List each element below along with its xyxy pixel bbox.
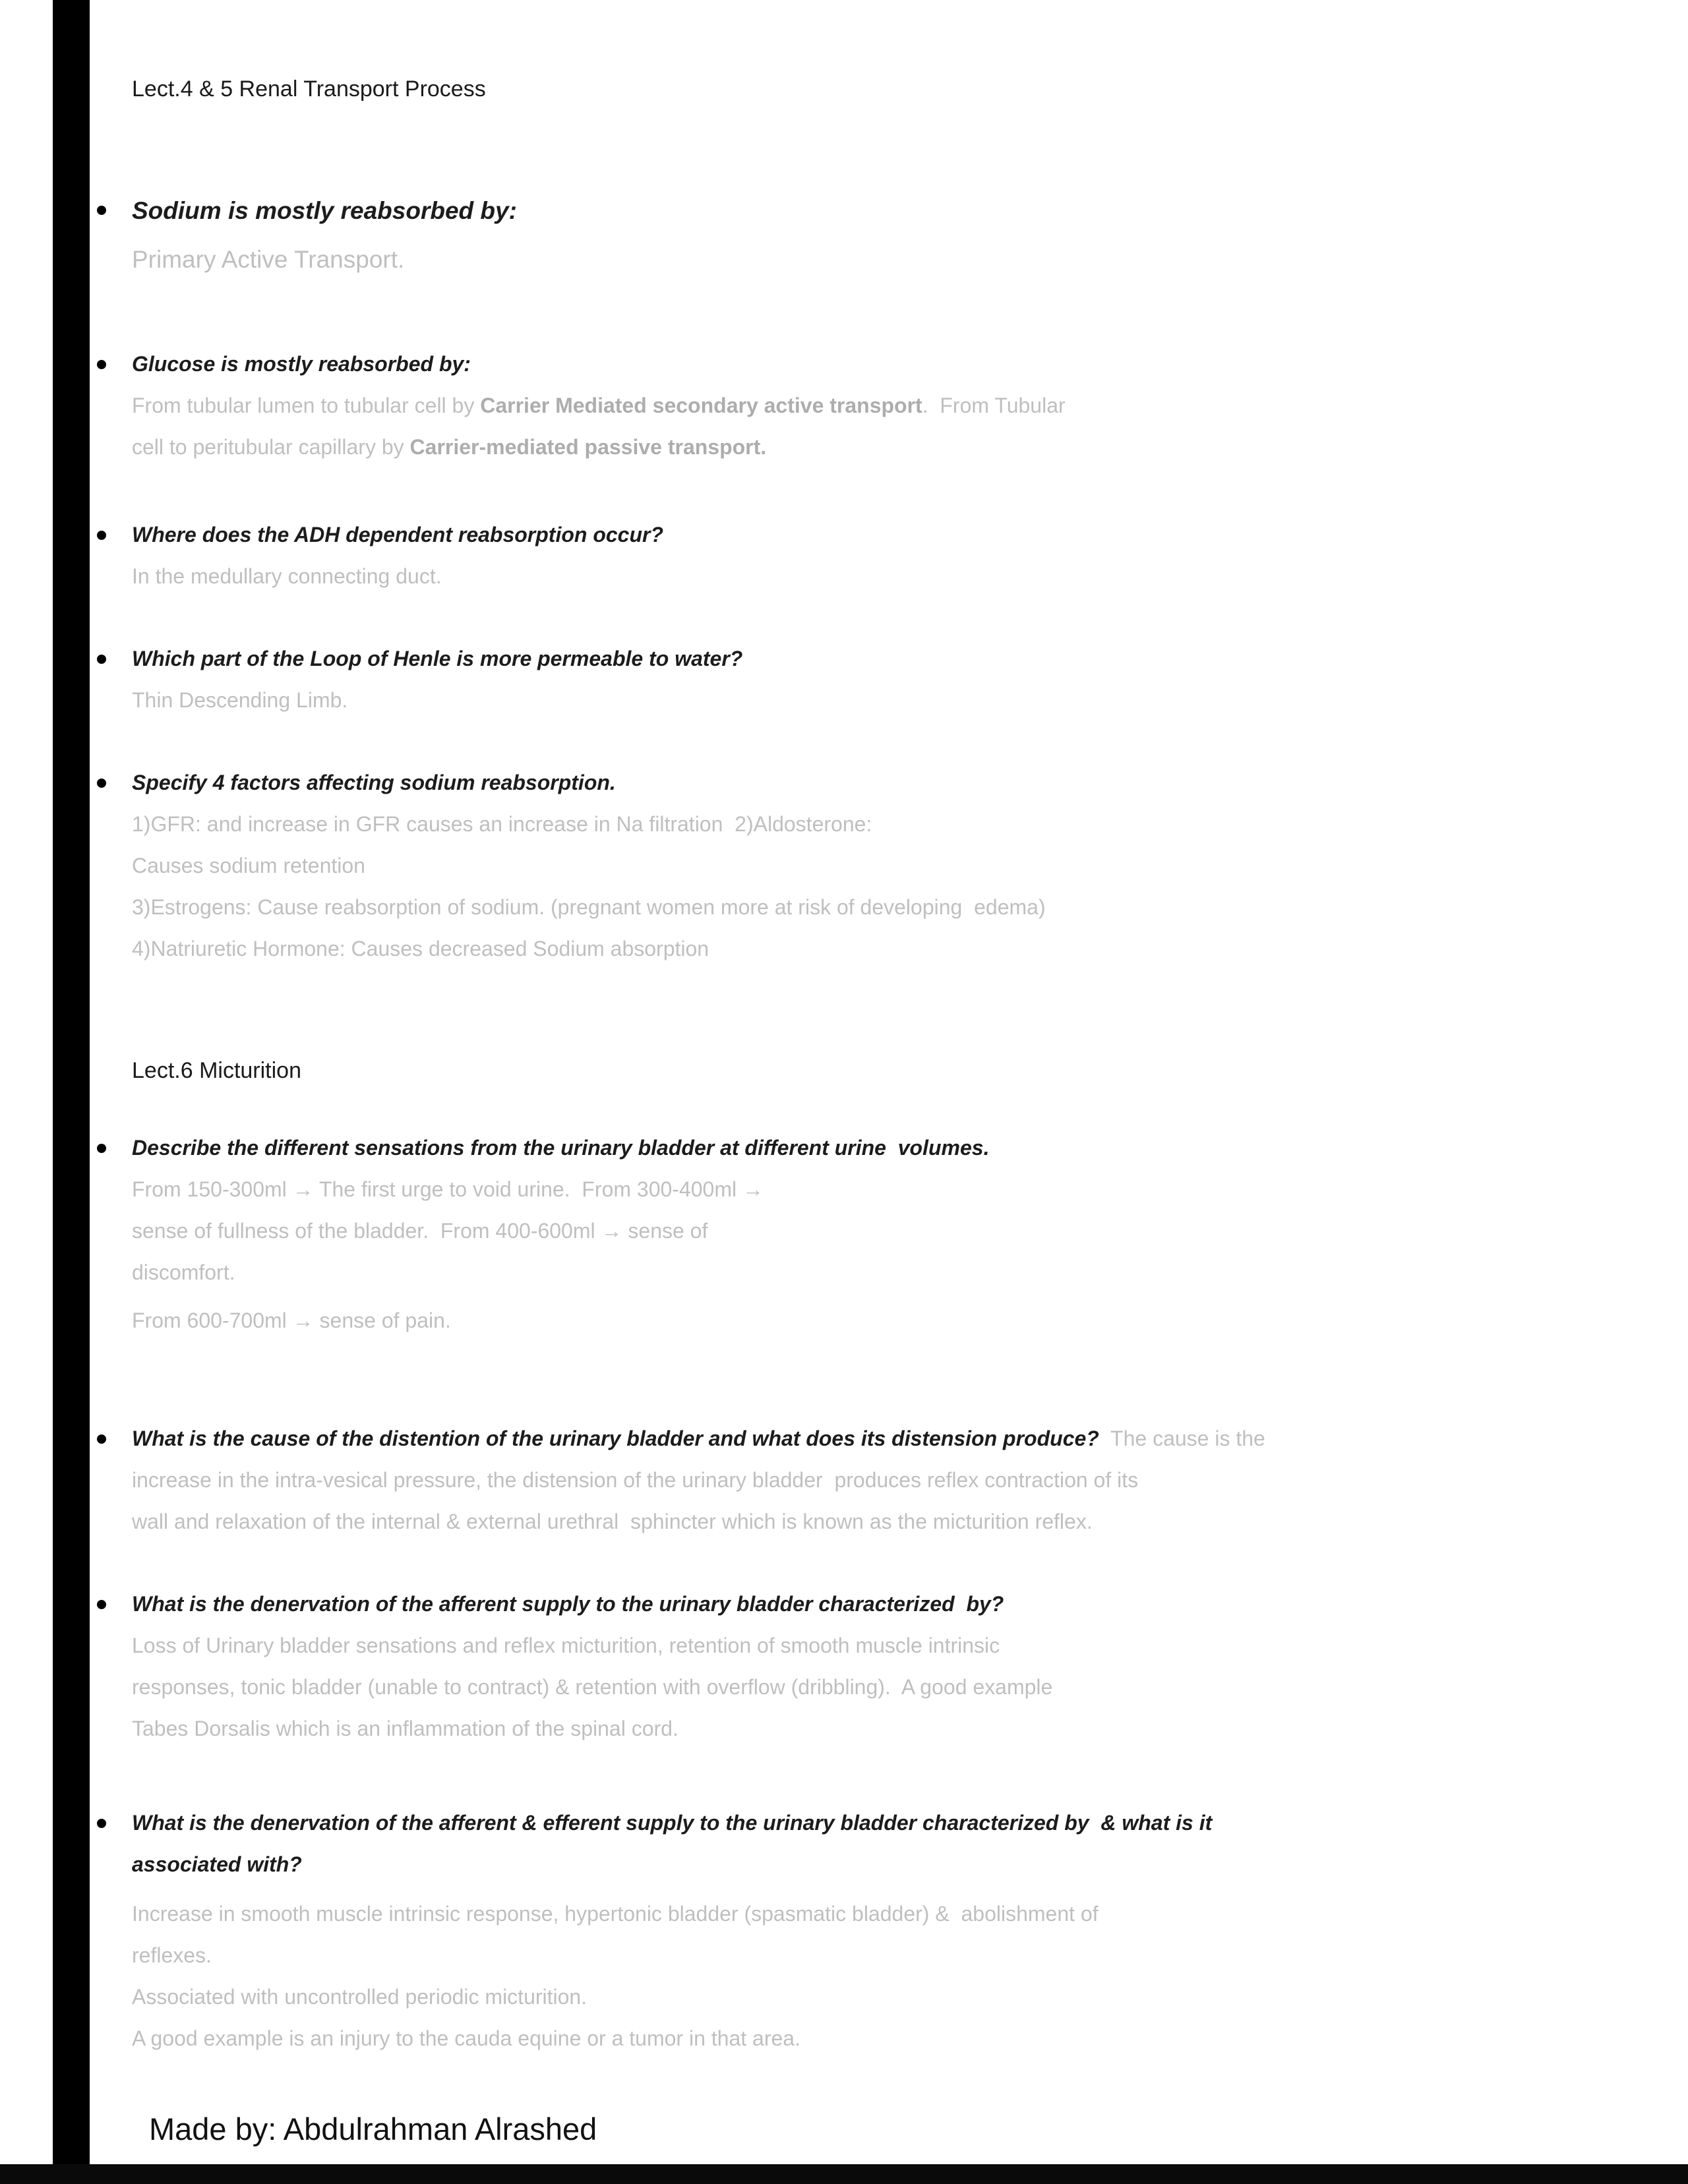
qa-item-glucose [132,343,1619,468]
answer-line: responses, tonic bladder (unable to contract) & retention with overflow (dribbling). A good example [132,1675,1053,1699]
bullet-icon [97,1144,106,1153]
answer-run: . From Tubular [922,394,1066,417]
answer-line: 3)Estrogens: Cause reabsorption of sodium. (pregnant women more at risk of developing edema) [132,895,1046,919]
answer-line: increase in the intra-vesical pressure, the distension of the urinary bladder produces reflex contraction of its [132,1468,1139,1492]
bullet-icon [97,206,106,215]
answer-line: Tabes Dorsalis which is an inflammation of the spinal cord. [132,1717,678,1740]
question-bladder-distention: What is the cause of the distention of the urinary bladder and what does its distension produce? [132,1427,1099,1450]
bullet-icon [97,655,106,664]
qa-item-bladder-distention [132,1418,1619,1543]
answer-line: wall and relaxation of the internal & external urethral sphincter which is known as the micturition reflex. [132,1510,1093,1533]
answer-run-bold: Carrier Mediated secondary active transport [480,394,922,417]
question-sodium-factors: Specify 4 factors affecting sodium reabsorption. [132,771,616,794]
qa-item-adh [132,514,1619,597]
answer-adh: In the medullary connecting duct. [132,564,442,588]
question-line: associated with? [132,1852,302,1876]
answer-line: 1)GFR: and increase in GFR causes an increase in Na filtration 2)Aldosterone: [132,812,872,836]
answer-run-bold: Carrier-mediated passive transport. [409,435,767,459]
question-and-answer-line [132,1418,1619,1460]
question-bladder-sensations: Describe the different sensations from the urinary bladder at different urine volumes. [132,1136,990,1160]
question-glucose: Glucose is mostly reabsorbed by: [132,352,471,376]
question-afferent-denervation: What is the denervation of the afferent supply to the urinary bladder characterized by? [132,1592,1004,1616]
answer-line: sense of fullness of the bladder. From 400-600ml → sense of [132,1219,708,1243]
answer-line: Loss of Urinary bladder sensations and reflex micturition, retention of smooth muscle intrinsic [132,1634,1000,1657]
answer-sodium: Primary Active Transport. [132,246,405,273]
answer-line: Increase in smooth muscle intrinsic response, hypertonic bladder (spasmatic bladder) & abolishment of [132,1902,1099,1926]
answer-line: 4)Natriuretic Hormone: Causes decreased Sodium absorption [132,937,709,960]
answer-glucose-line2 [132,427,1619,468]
answer-line: From 600-700ml → sense of pain. [132,1309,451,1332]
answer-line: Causes sodium retention [132,854,365,877]
qa-item-afferent-efferent-denervation [132,1802,1619,2059]
section-title-micturition: Lect.6 Micturition [132,1058,301,1083]
bottom-edge-bar [0,2164,1688,2184]
answer-run: From tubular lumen to tubular cell by [132,394,481,417]
answer-line: From 150-300ml → The first urge to void urine. From 300-400ml → [132,1177,764,1201]
bullet-icon [97,1434,106,1444]
answer-line: discomfort. [132,1260,235,1284]
answer-loop-of-henle: Thin Descending Limb. [132,688,348,712]
bullet-icon [97,1600,106,1609]
answer-line: Associated with uncontrolled periodic micturition. [132,1985,588,2009]
question-loop-of-henle: Which part of the Loop of Henle is more permeable to water? [132,647,743,670]
qa-item-loop-of-henle [132,638,1619,721]
qa-item-sodium-factors [132,762,1619,970]
bullet-icon [97,779,106,788]
answer-line: A good example is an injury to the cauda equine or a tumor in that area. [132,2026,800,2050]
qa-item-bladder-sensations [132,1127,1619,1342]
author-credit: Made by: Abdulrahman Alrashed [149,2111,597,2146]
bullet-icon [97,360,106,369]
qa-item-afferent-denervation [132,1583,1619,1750]
bullet-icon [97,1819,106,1828]
left-edge-bar [53,0,90,2184]
question-adh: Where does the ADH dependent reabsorption occur? [132,523,664,546]
question-sodium: Sodium is mostly reabsorbed by: [132,197,517,224]
section-title-renal-transport: Lect.4 & 5 Renal Transport Process [132,76,486,102]
answer-line: reflexes. [132,1943,212,1967]
answer-run: The cause is the [1099,1427,1265,1450]
bullet-icon [97,531,106,540]
qa-item-sodium [132,189,1619,281]
answer-glucose-line1 [132,385,1619,427]
answer-run: cell to peritubular capillary by [132,435,410,459]
document-content [132,0,1619,2150]
question-line: What is the denervation of the afferent & efferent supply to the urinary bladder characterized by & what is it [132,1811,1213,1835]
